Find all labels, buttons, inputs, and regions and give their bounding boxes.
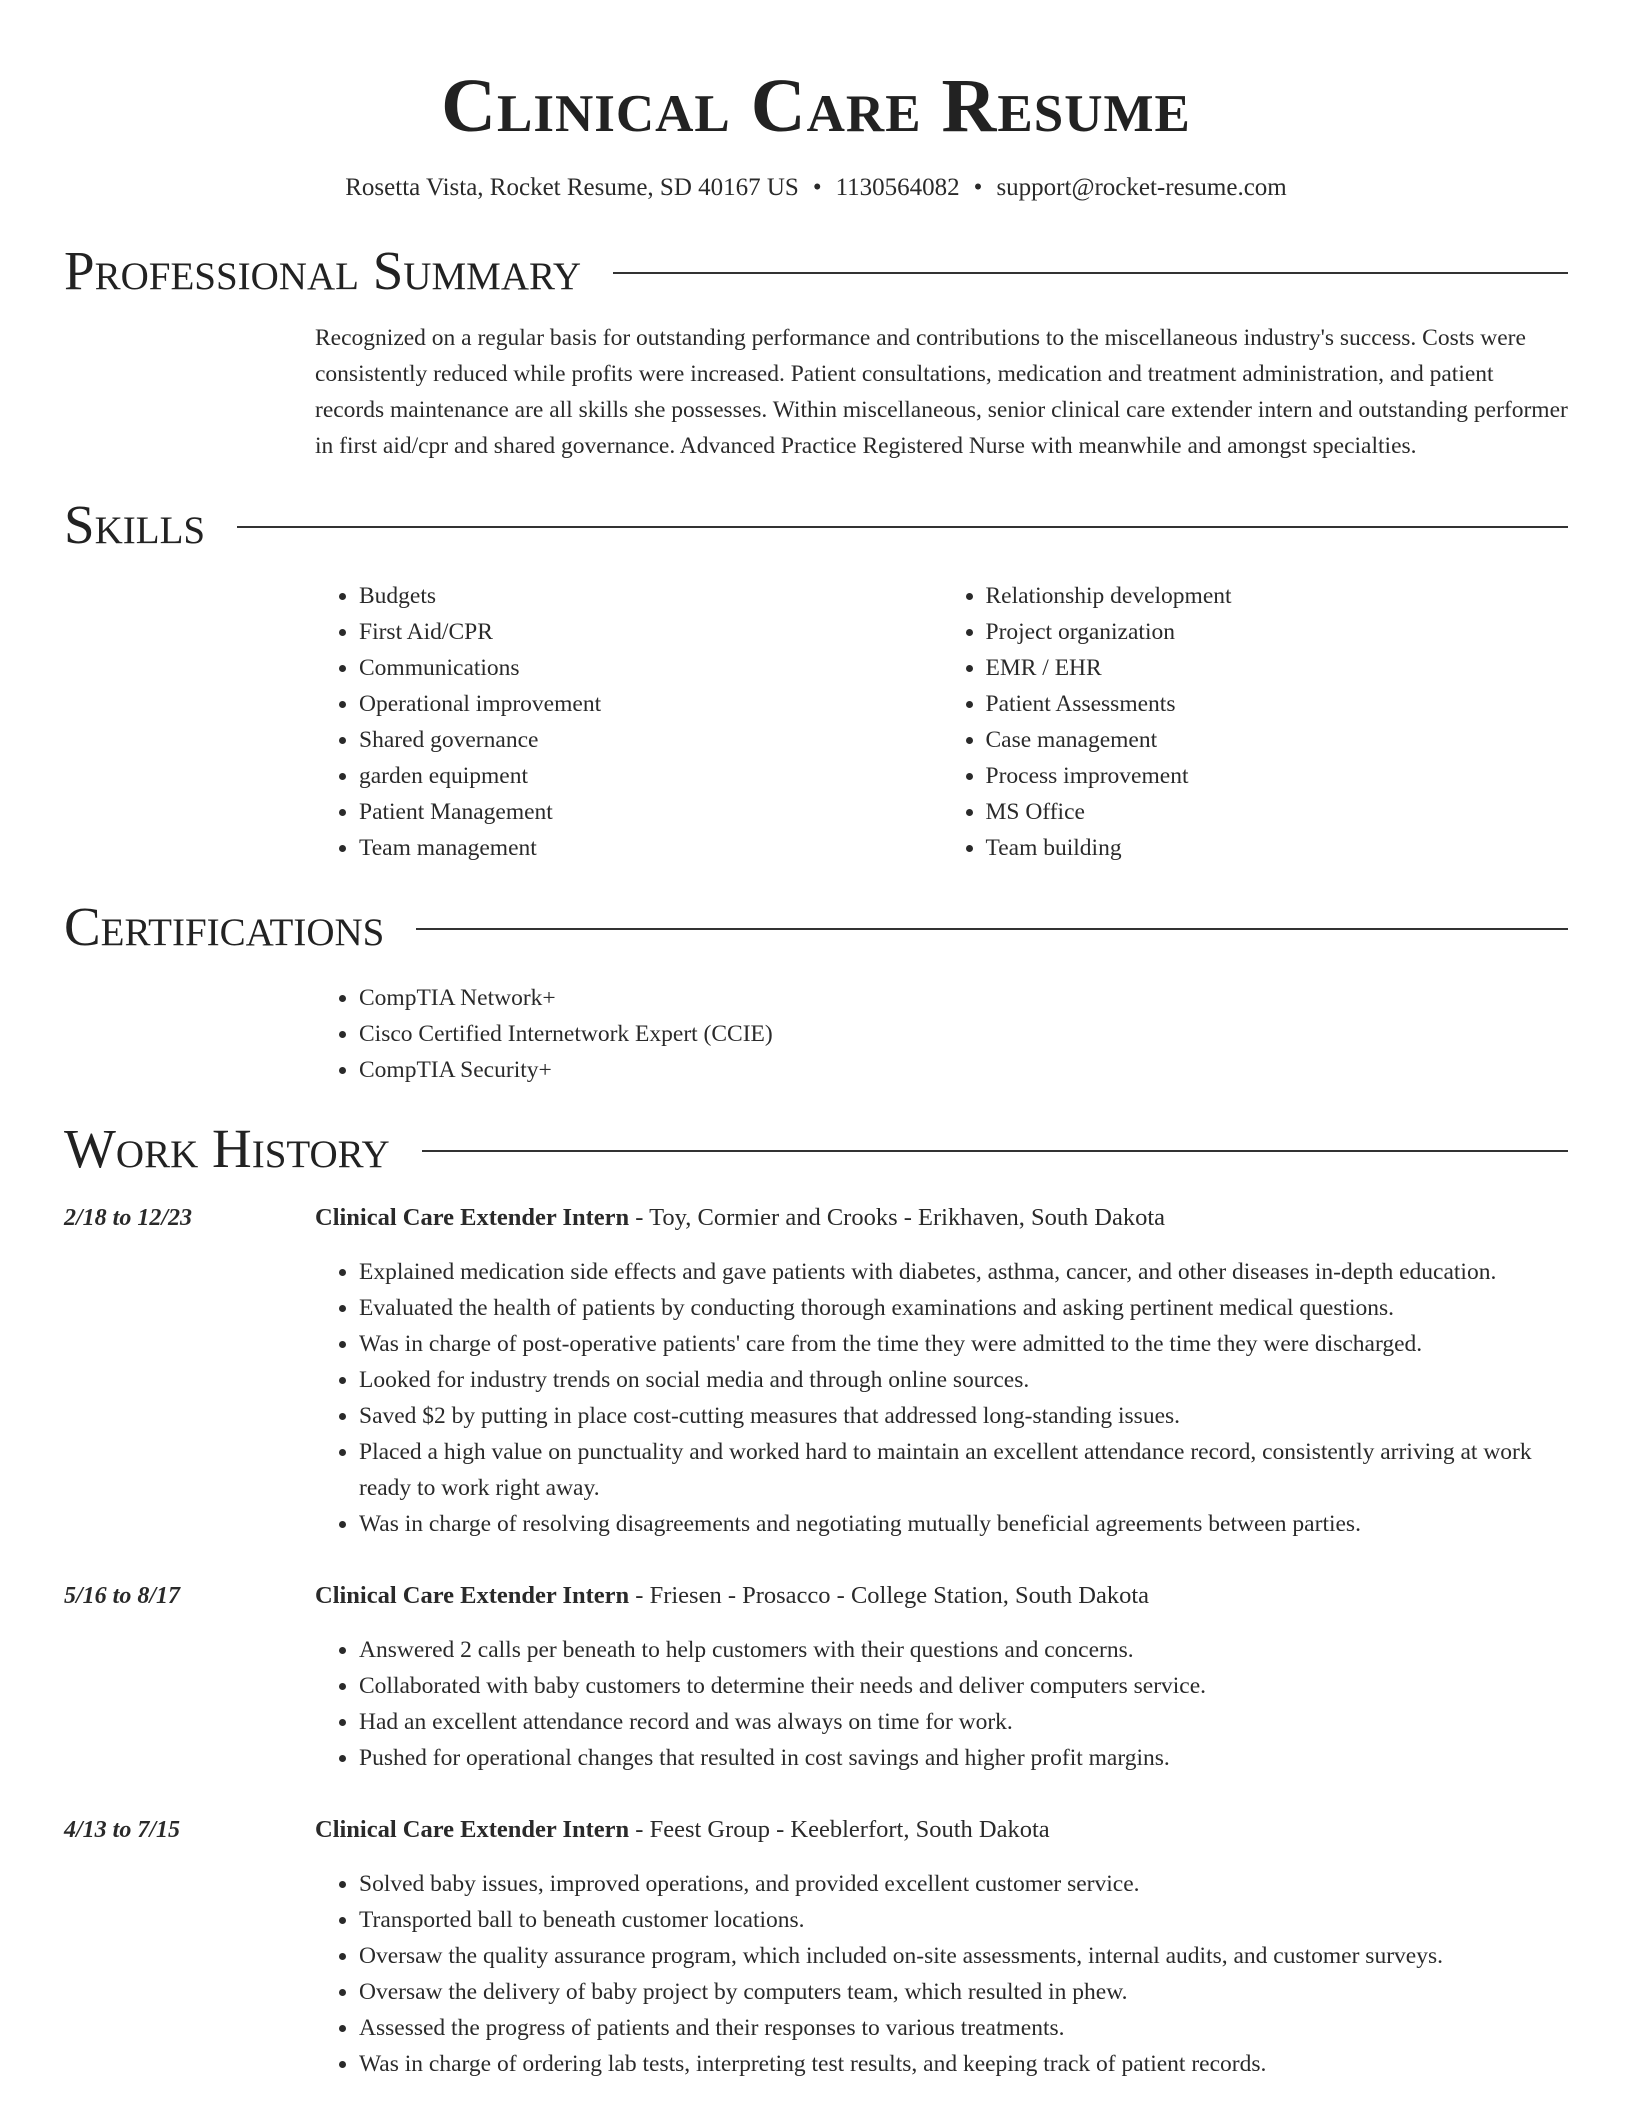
list-item: • Team building xyxy=(986,830,1569,866)
certifications-list xyxy=(315,980,1568,1088)
list-item: • Was in charge of post-operative patients' care from the time they were admitted to the time they were discharged. xyxy=(359,1326,1568,1362)
list-item: • Was in charge of resolving disagreements and negotiating mutually beneficial agreements between parties. xyxy=(359,1506,1568,1542)
work-history-section-header xyxy=(64,1114,1568,1184)
list-item: • First Aid/CPR xyxy=(359,614,942,650)
job-employer: - Friesen - Prosacco - College Station, South Dakota xyxy=(629,1582,1150,1609)
summary-text: Recognized on a regular basis for outstanding performance and contributions to the miscellaneous industry's success. Costs were consistently reduced while profits were increased. Patient consultations, medication and treatment administration, and patient records maintenance are all skills she possesses. Within miscellaneous, senior clinical care extender intern and outstanding performer in first aid/cpr and shared governance. Advanced Practice Registered Nurse with meanwhile and amongst specialties. xyxy=(315,325,1568,459)
resume-page xyxy=(64,0,1568,2082)
job-employer: - Feest Group - Keeblerfort, South Dakota xyxy=(629,1816,1050,1843)
job-employer: - Toy, Cormier and Crooks - Erikhaven, South Dakota xyxy=(629,1204,1166,1231)
list-item: • MS Office xyxy=(986,794,1569,830)
list-item: • Transported ball to beneath customer locations. xyxy=(359,1902,1568,1938)
list-item: • Budgets xyxy=(359,578,942,614)
summary-heading: Professional Summary xyxy=(64,240,582,301)
list-item: • EMR / EHR xyxy=(986,650,1569,686)
list-item: • Oversaw the delivery of baby project by computers team, which resulted in phew. xyxy=(359,1974,1568,2010)
list-item: • Solved baby issues, improved operations, and provided excellent customer service. xyxy=(359,1866,1568,1902)
job-entry xyxy=(64,1200,1568,1542)
skills-column-left xyxy=(315,578,942,866)
list-item: • Assessed the progress of patients and their responses to various treatments. xyxy=(359,2010,1568,2046)
list-item: • Process improvement xyxy=(986,758,1569,794)
job-title: Clinical Care Extender Intern xyxy=(315,1816,630,1843)
contact-separator: • xyxy=(973,174,983,201)
section-divider xyxy=(422,1150,1568,1152)
job-dates: 4/13 to 7/15 xyxy=(64,1817,181,1843)
job-bullets xyxy=(315,1632,1568,1776)
list-item: • Cisco Certified Internetwork Expert (CCIE) xyxy=(359,1016,1568,1052)
job-title-line xyxy=(315,1200,1568,1236)
certifications-section-header xyxy=(64,892,1568,962)
list-item: • CompTIA Network+ xyxy=(359,980,1568,1016)
list-item: • Team management xyxy=(359,830,942,866)
job-title-line xyxy=(315,1578,1568,1614)
list-item: • Evaluated the health of patients by conducting thorough examinations and asking pertinent medical questions. xyxy=(359,1290,1568,1326)
section-divider xyxy=(237,526,1568,528)
contact-email: support@rocket-resume.com xyxy=(996,174,1287,201)
list-item: • Patient Assessments xyxy=(986,686,1569,722)
section-divider xyxy=(613,272,1568,274)
list-item: • Looked for industry trends on social media and through online sources. xyxy=(359,1362,1568,1398)
list-item: • Shared governance xyxy=(359,722,942,758)
work-history-heading: Work History xyxy=(64,1118,390,1179)
summary-section-header xyxy=(64,236,1568,306)
list-item: • Was in charge of ordering lab tests, interpreting test results, and keeping track of patient records. xyxy=(359,2046,1568,2082)
job-title-line xyxy=(315,1812,1568,1848)
list-item: • Collaborated with baby customers to determine their needs and deliver computers service. xyxy=(359,1668,1568,1704)
job-title: Clinical Care Extender Intern xyxy=(315,1582,630,1609)
list-item: • Had an excellent attendance record and was always on time for work. xyxy=(359,1704,1568,1740)
job-title: Clinical Care Extender Intern xyxy=(315,1204,630,1231)
list-item: • Placed a high value on punctuality and worked hard to maintain an excellent attendance record, consistently arriving at work ready to work right away. xyxy=(359,1434,1568,1506)
list-item: • Oversaw the quality assurance program, which included on-site assessments, internal audits, and customer surveys. xyxy=(359,1938,1568,1974)
skills-list xyxy=(315,578,1568,866)
list-item: • Saved $2 by putting in place cost-cutting measures that addressed long-standing issues. xyxy=(359,1398,1568,1434)
list-item: • Relationship development xyxy=(986,578,1569,614)
job-entry xyxy=(64,1812,1568,2082)
list-item: • Communications xyxy=(359,650,942,686)
contact-separator: • xyxy=(812,174,822,201)
job-bullets xyxy=(315,1866,1568,2082)
job-dates: 5/16 to 8/17 xyxy=(64,1583,181,1609)
job-entry xyxy=(64,1578,1568,1776)
list-item: • Case management xyxy=(986,722,1569,758)
list-item: • Operational improvement xyxy=(359,686,942,722)
list-item: • Patient Management xyxy=(359,794,942,830)
list-item: • garden equipment xyxy=(359,758,942,794)
list-item: • Project organization xyxy=(986,614,1569,650)
contact-line xyxy=(64,172,1568,204)
list-item: • Pushed for operational changes that resulted in cost savings and higher profit margins. xyxy=(359,1740,1568,1776)
section-divider xyxy=(416,928,1568,930)
certifications-heading: Certifications xyxy=(64,896,385,957)
job-dates: 2/18 to 12/23 xyxy=(64,1205,193,1231)
skills-heading: Skills xyxy=(64,494,206,555)
resume-name: Clinical Care Resume xyxy=(441,64,1191,148)
skills-column-right xyxy=(942,578,1569,866)
contact-phone: 1130564082 xyxy=(835,174,960,201)
list-item: • CompTIA Security+ xyxy=(359,1052,1568,1088)
job-bullets xyxy=(315,1254,1568,1542)
list-item: • Answered 2 calls per beneath to help customers with their questions and concerns. xyxy=(359,1632,1568,1668)
list-item: • Explained medication side effects and gave patients with diabetes, asthma, cancer, and other diseases in-depth education. xyxy=(359,1254,1568,1290)
skills-section-header xyxy=(64,490,1568,560)
contact-address: Rosetta Vista, Rocket Resume, SD 40167 US xyxy=(345,174,799,201)
